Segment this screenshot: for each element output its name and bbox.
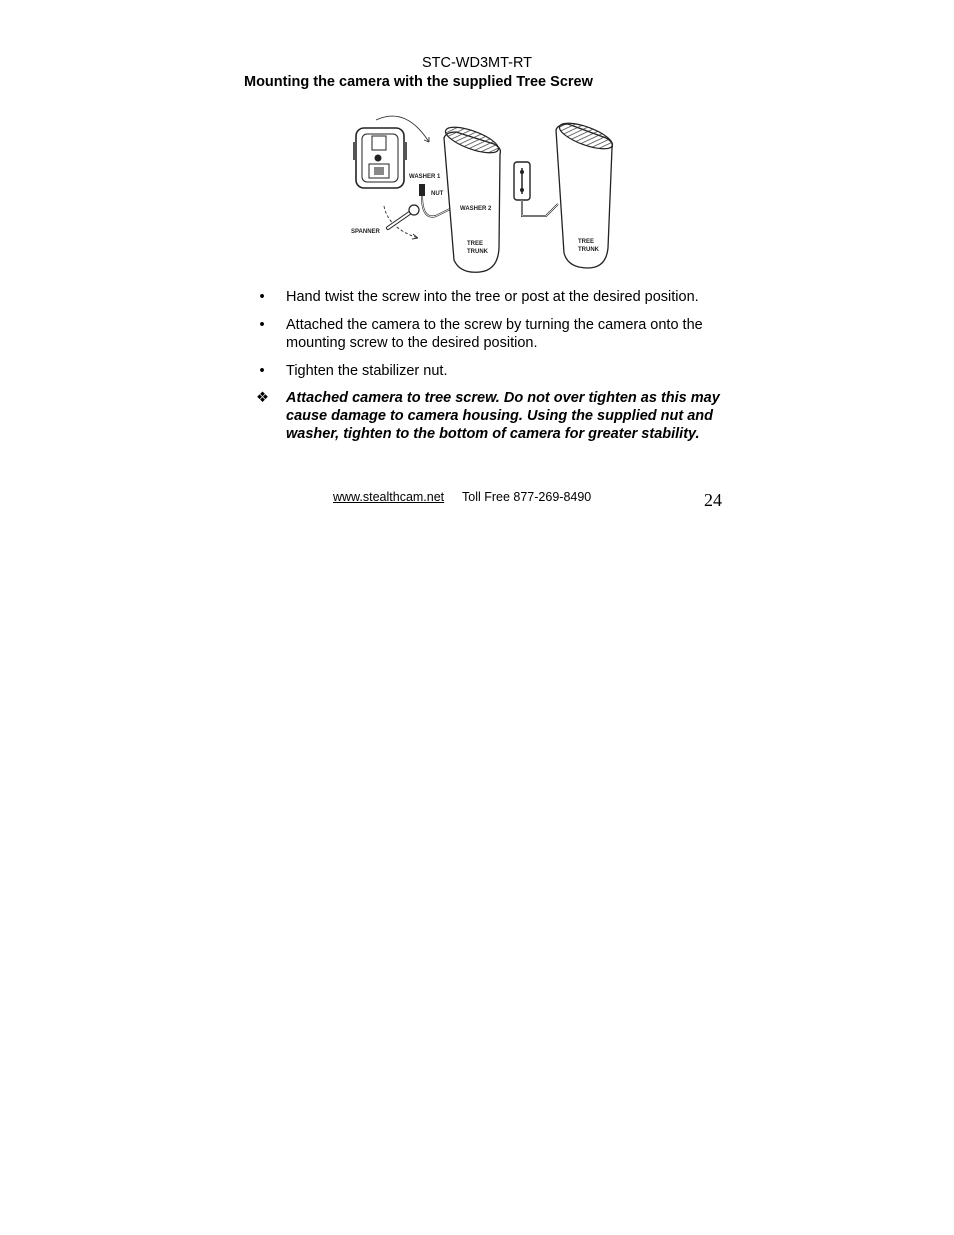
list-item [256,362,726,380]
step-text: Tighten the stabilizer nut. [286,363,448,379]
bullet-icon: • [259,317,265,333]
model-number: STC-WD3MT-RT [421,55,533,71]
list-item [256,288,726,306]
step-text: Hand twist the screw into the tree or post at the desired position. [286,289,699,305]
instruction-list [256,288,726,453]
note-text: Attached camera to tree screw. Do not over tighten as this may cause damage to camera housing. Using the supplied nut and washer, tighten to the bottom of camera for greater stability. [286,390,720,442]
website-link[interactable]: www.stealthcam.net [333,490,445,504]
page-number: 24 [704,490,722,510]
toll-free-number: Toll Free 877-269-8490 [462,490,592,504]
mounted-camera-drawing [514,162,558,216]
tree-trunk-right [556,118,615,268]
label-nut: NUT [431,191,444,197]
diamond-bullet-icon: ❖ [256,390,269,406]
label-tree-right: TREE [578,239,595,245]
bullet-icon: • [259,289,265,305]
note-item [256,389,726,443]
list-item [256,316,726,352]
label-washer-2: WASHER 2 [460,206,492,212]
label-tree-left: TREE [467,241,484,247]
label-washer-1: WASHER 1 [409,174,441,180]
spanner-drawing [388,205,419,228]
label-trunk-right: TRUNK [578,247,599,253]
bullet-icon: • [259,363,265,379]
camera-drawing [353,128,407,188]
section-title: Mounting the camera with the supplied Tree Screw [244,74,593,90]
label-spanner: SPANNER [351,229,380,235]
label-trunk-left: TRUNK [467,249,488,255]
step-text: Attached the camera to the screw by turning the camera onto the mounting screw to the desired position. [286,317,703,351]
mounting-illustration [336,98,618,278]
